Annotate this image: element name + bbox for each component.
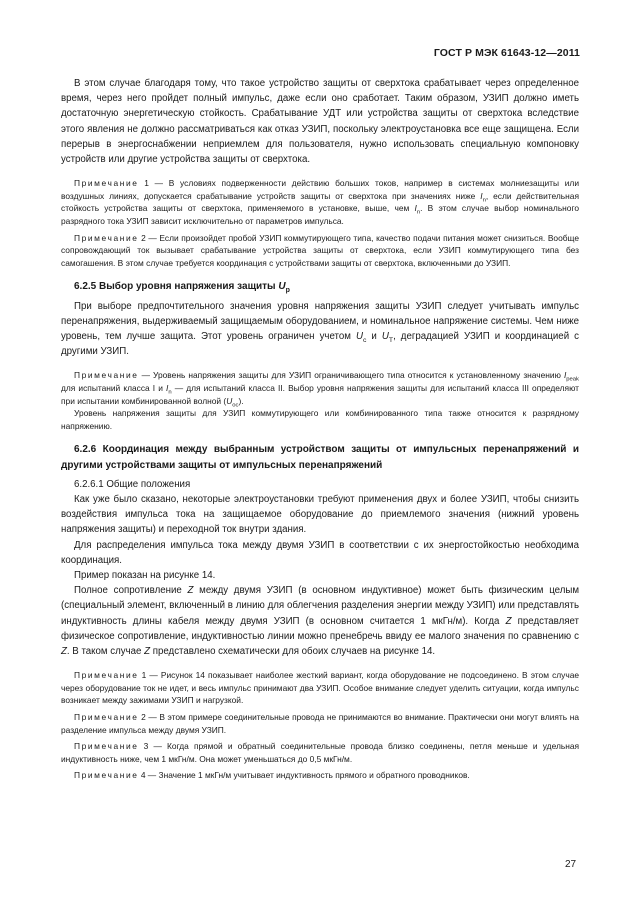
note-word: Примечание	[74, 232, 139, 243]
paragraph-coordination: Для распределения импульса тока между двумя УЗИП в соответствии с их энергостойкостью необходима координация.	[61, 539, 579, 566]
note-word: Примечание	[74, 770, 139, 781]
paragraph-overcurrent: В этом случае благодаря тому, что такое устройство защиты от сверхтока срабатывает через определенное время, через него пройдет полный импульс, даже если оно сработает. Таким образом, УЗИП должно иметь достаточную энергетическую стойкость. Срабатывание УДТ или устройства защиты от сверхтока вследствие этого явления не должно рассматриваться как отказ УЗИП, поскольку электроустановка все еще защищена. Если перерыв в энергоснабжении неприемлем для пользователя, нужно использовать специальную компоновку устройств или другие устройства защиты от сверхтока.	[61, 78, 579, 166]
page-content	[61, 76, 579, 782]
note-word: Примечание	[74, 741, 139, 752]
note-1: Примечание 1 — В условиях подверженности действию больших токов, например в системах молниезащиты или воздушных линиях, допускается срабатывание устройств защиты от сверхтока при значениях ниже $I_n$, если действительная стойкость устройства защиты от сверхтока, применяемого в установке, выше, чем $I_n$. В этом случае выбор номинального разрядного тока УЗИП зависит исключительно от параметров импульса.	[61, 178, 579, 226]
note-word: Примечание	[74, 370, 139, 381]
note-figure-4: Примечание 4 — Значение 1 мкГн/м учитывает индуктивность прямого и обратного проводников.	[74, 770, 470, 781]
section-6-2-6-heading: 6.2.6 Координация между выбранным устройством защиты от импульсных перенапряжений и другими устройствами защиты от импульсных перенапряжений	[61, 444, 579, 471]
note-figure-2: Примечание 2 — В этом примере соединительные провода не принимаются во внимание. Практически они могут влиять на разделение импульса между двумя УЗИП.	[61, 711, 579, 735]
note-word: Примечание	[74, 711, 139, 722]
note-2: Примечание 2 — Если произойдет пробой УЗИП коммутирующего типа, качество подачи питания может снизиться. Вообще сопровождающий ток вызывает срабатывание устройства защиты от сверхтока, если УЗИП коммутирующего типа без самогашения. В этом случае требуется координация с устройствами защиты от сверхтока, включенными до УЗИП.	[61, 232, 579, 268]
paragraph-protection-level: При выборе предпочтительного значения уровня напряжения защиты УЗИП следует учитывать импульс перенапряжения, выдерживаемый защищаемым оборудованием, и номинальное напряжение системы. Чем ниже уровень, тем лучше защита. Этот уровень ограничен учетом $U_c$ и $U_T$, деградацией УЗИП и координацией с другими УЗИП.	[61, 300, 579, 358]
note-protection-level: Примечание — Уровень напряжения защиты для УЗИП ограничивающего типа относится к установленному значению $I_{peak}$ для испытаний класса I и $I_n$ — для испытаний класса II. Выбор уровня напряжения защиты для испытаний класса III определяют при испытании комбинированной волной $(U_{oc})$.	[61, 370, 580, 409]
page-number: 27	[565, 859, 577, 870]
subsection-6-2-6-1: 6.2.6.1 Общие положения	[74, 478, 191, 490]
paragraph-example: Пример показан на рисунке 14.	[74, 569, 216, 581]
note-protection-level-cont: Уровень напряжения защиты для УЗИП коммутирующего или комбинированного типа также относится к разрядному напряжению.	[61, 408, 579, 431]
paragraph-impedance: Полное сопротивление Z между двумя УЗИП (в основном индуктивное) может быть физическим целым (специальный элемент, включенный в линию для облегчения разделения энергии между УЗИП) или представлять индуктивность длины кабеля между двумя УЗИП (в основном считается 1 мкГн/м). Когда Z представляет физическое сопротивление, индуктивностью линии можно пренебречь ввиду ее малого значения по сравнению с Z. В таком случае Z представлено схематически для обоих случаев на рисунке 14.	[61, 585, 579, 657]
paragraph-two-spd: Как уже было сказано, некоторые электроустановки требуют применения двух и более УЗИП, чтобы снизить воздействия импульса тока на защищаемое оборудование до приемлемого значения (нижний уровень напряжения защиты) и переходной ток внутри здания.	[61, 493, 579, 536]
note-word: Примечание	[74, 178, 139, 189]
standard-header: ГОСТ Р МЭК 61643-12—2011	[433, 47, 580, 59]
note-word: Примечание	[74, 670, 139, 681]
note-figure-1: Примечание 1 — Рисунок 14 показывает наиболее жесткий вариант, когда оборудование не подсоединено. В этом случае через оборудование ток не идет, и весь импульс принимают два УЗИП. Особое внимание следует уделить ситуации, когда импульс возникает между зажимами УЗИП и нагрузкой.	[61, 670, 580, 706]
section-6-2-5-heading: 6.2.5 Выбор уровня напряжения защиты $U_p$	[74, 281, 290, 295]
note-figure-3: Примечание 3 — Когда прямой и обратный соединительные провода близко соединены, петля меньше и удельная индуктивность ниже, чем 1 мкГн/м. Она может уменьшаться до 0,5 мкГн/м.	[61, 741, 580, 764]
